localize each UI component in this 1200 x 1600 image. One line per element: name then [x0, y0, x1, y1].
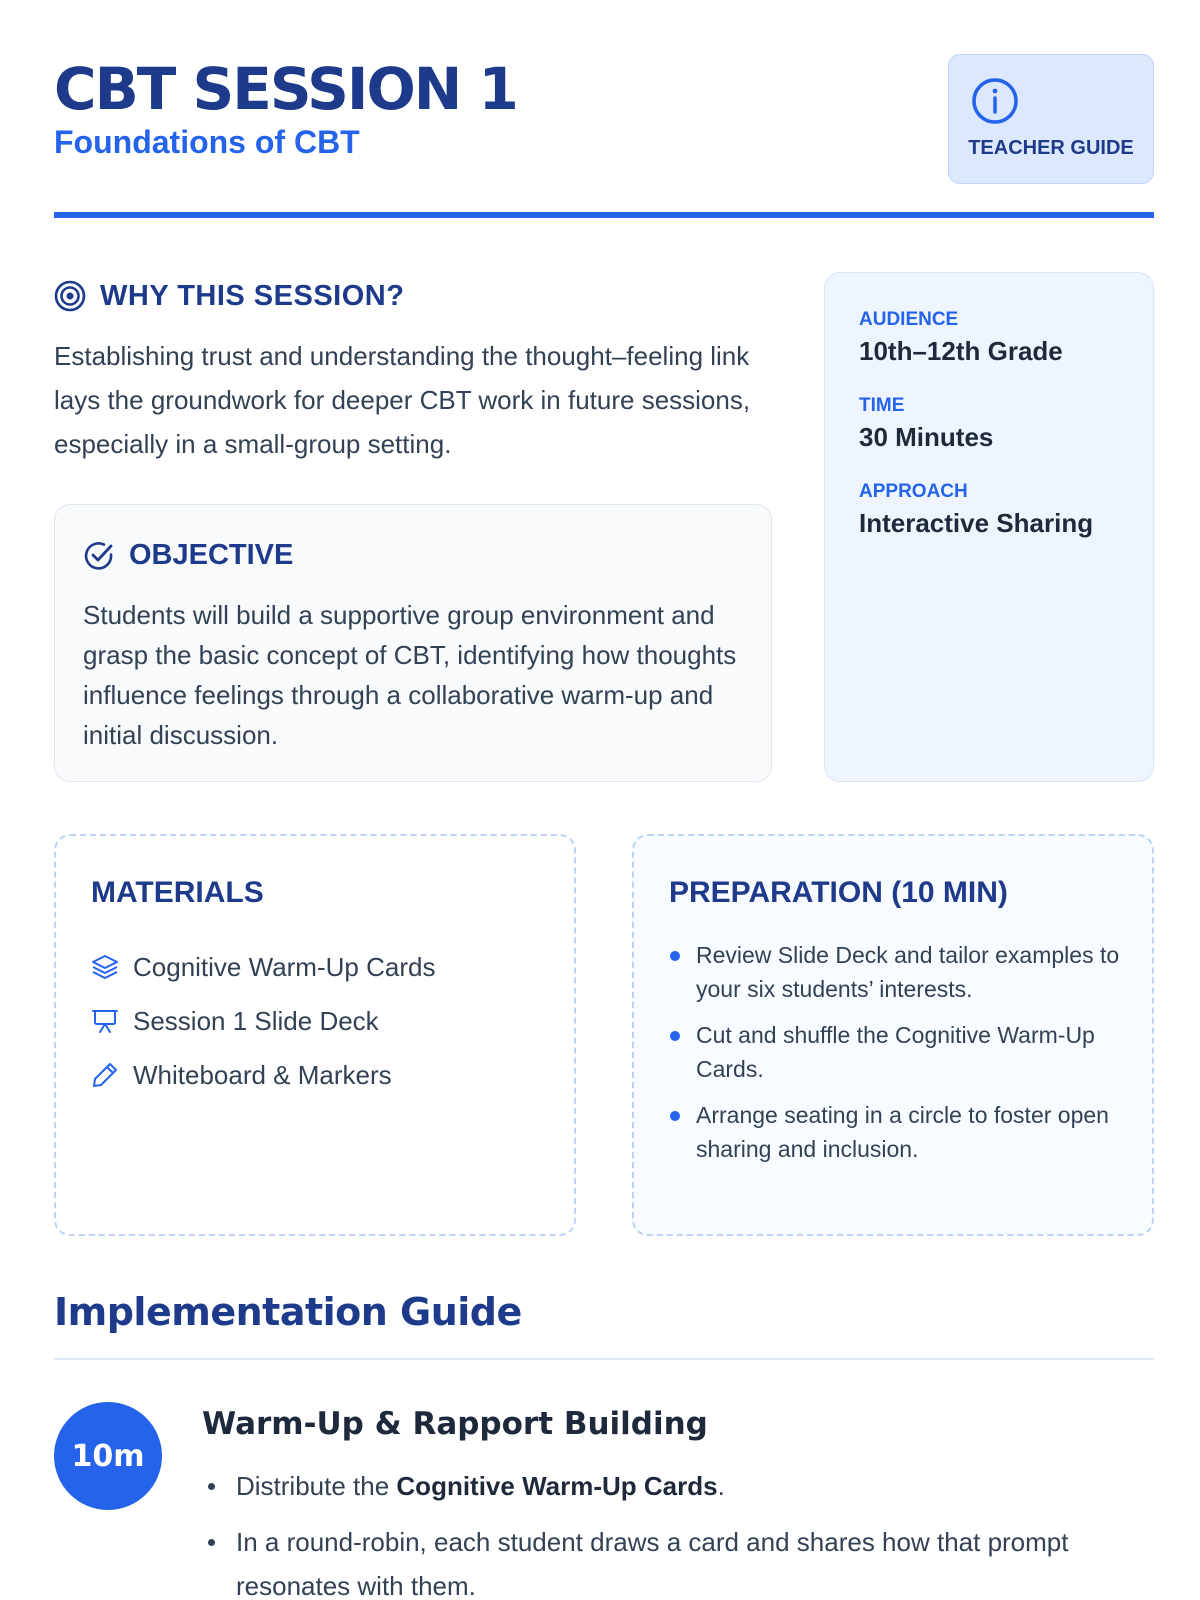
meta-approach: [859, 479, 1119, 541]
material-label: Whiteboard & Markers: [133, 1059, 392, 1090]
objective-heading: [83, 539, 293, 572]
preparation-card: [632, 834, 1154, 1236]
list-item: [91, 940, 435, 994]
meta-value: 30 Minutes: [859, 422, 994, 452]
badge-label: TEACHER GUIDE: [968, 137, 1134, 159]
list-item: Arrange seating in a circle to foster open sharing and inclusion.: [670, 1098, 1120, 1166]
header-divider: [54, 212, 1154, 218]
why-section-heading: [54, 278, 404, 314]
teacher-guide-badge: [948, 54, 1154, 184]
step-text: Distribute the: [236, 1471, 397, 1501]
why-title: WHY THIS SESSION?: [100, 279, 405, 312]
step-title: Warm-Up & Rapport Building: [202, 1406, 708, 1442]
materials-title: MATERIALS: [91, 876, 264, 909]
materials-card: [54, 834, 576, 1236]
preparation-title: PREPARATION (10 MIN): [669, 876, 1008, 909]
meta-label: AUDIENCE: [859, 309, 959, 330]
session-meta-card: [824, 272, 1154, 782]
meta-time: [859, 393, 1119, 455]
material-label: Session 1 Slide Deck: [133, 1005, 379, 1036]
list-item: [91, 1048, 435, 1102]
header: [54, 54, 1154, 218]
list-item: Review Slide Deck and tailor examples to your six students’ interests.: [670, 938, 1120, 1006]
step-list: [202, 1464, 1102, 1600]
implementation-title: Implementation Guide: [54, 1290, 522, 1334]
meta-value: 10th–12th Grade: [859, 336, 1063, 366]
why-text: Establishing trust and understanding the thought–feeling link lays the groundwork for deeper CBT work in future sessions, especially in a small-group setting.: [54, 341, 751, 459]
preparation-list: [670, 938, 1120, 1178]
meta-label: TIME: [859, 395, 905, 416]
presentation-icon: [91, 1007, 119, 1035]
material-label: Cognitive Warm-Up Cards: [133, 951, 436, 982]
check-circle-icon: [83, 540, 115, 572]
objective-title: OBJECTIVE: [129, 539, 294, 571]
meta-label: APPROACH: [859, 481, 968, 502]
step-text: .: [717, 1471, 725, 1501]
list-item: In a round-robin, each student draws a card and shares how that prompt resonates with them.: [202, 1520, 1102, 1600]
objective-text: Students will build a supportive group environment and grasp the basic concept of CBT, identifying how thoughts influence feelings through a collaborative warm-up and initial discussion.: [83, 600, 737, 750]
list-item: Cut and shuffle the Cognitive Warm-Up Cards.: [670, 1018, 1120, 1086]
implementation-divider: [54, 1358, 1154, 1360]
target-icon: [54, 280, 86, 312]
info-icon: [971, 77, 1133, 127]
meta-audience: [859, 307, 1119, 369]
step-emphasis: Cognitive Warm-Up Cards: [396, 1471, 718, 1501]
materials-list: [91, 940, 435, 1102]
list-item: [91, 994, 435, 1048]
pencil-icon: [91, 1061, 119, 1089]
step-duration-badge: 10m: [54, 1402, 162, 1510]
page-subtitle: Foundations of CBT: [54, 124, 360, 160]
layers-icon: [91, 953, 119, 981]
list-item: [202, 1464, 1102, 1508]
objective-card: [54, 504, 772, 782]
meta-value: Interactive Sharing: [859, 508, 1094, 538]
page-title: CBT SESSION 1: [54, 55, 517, 123]
